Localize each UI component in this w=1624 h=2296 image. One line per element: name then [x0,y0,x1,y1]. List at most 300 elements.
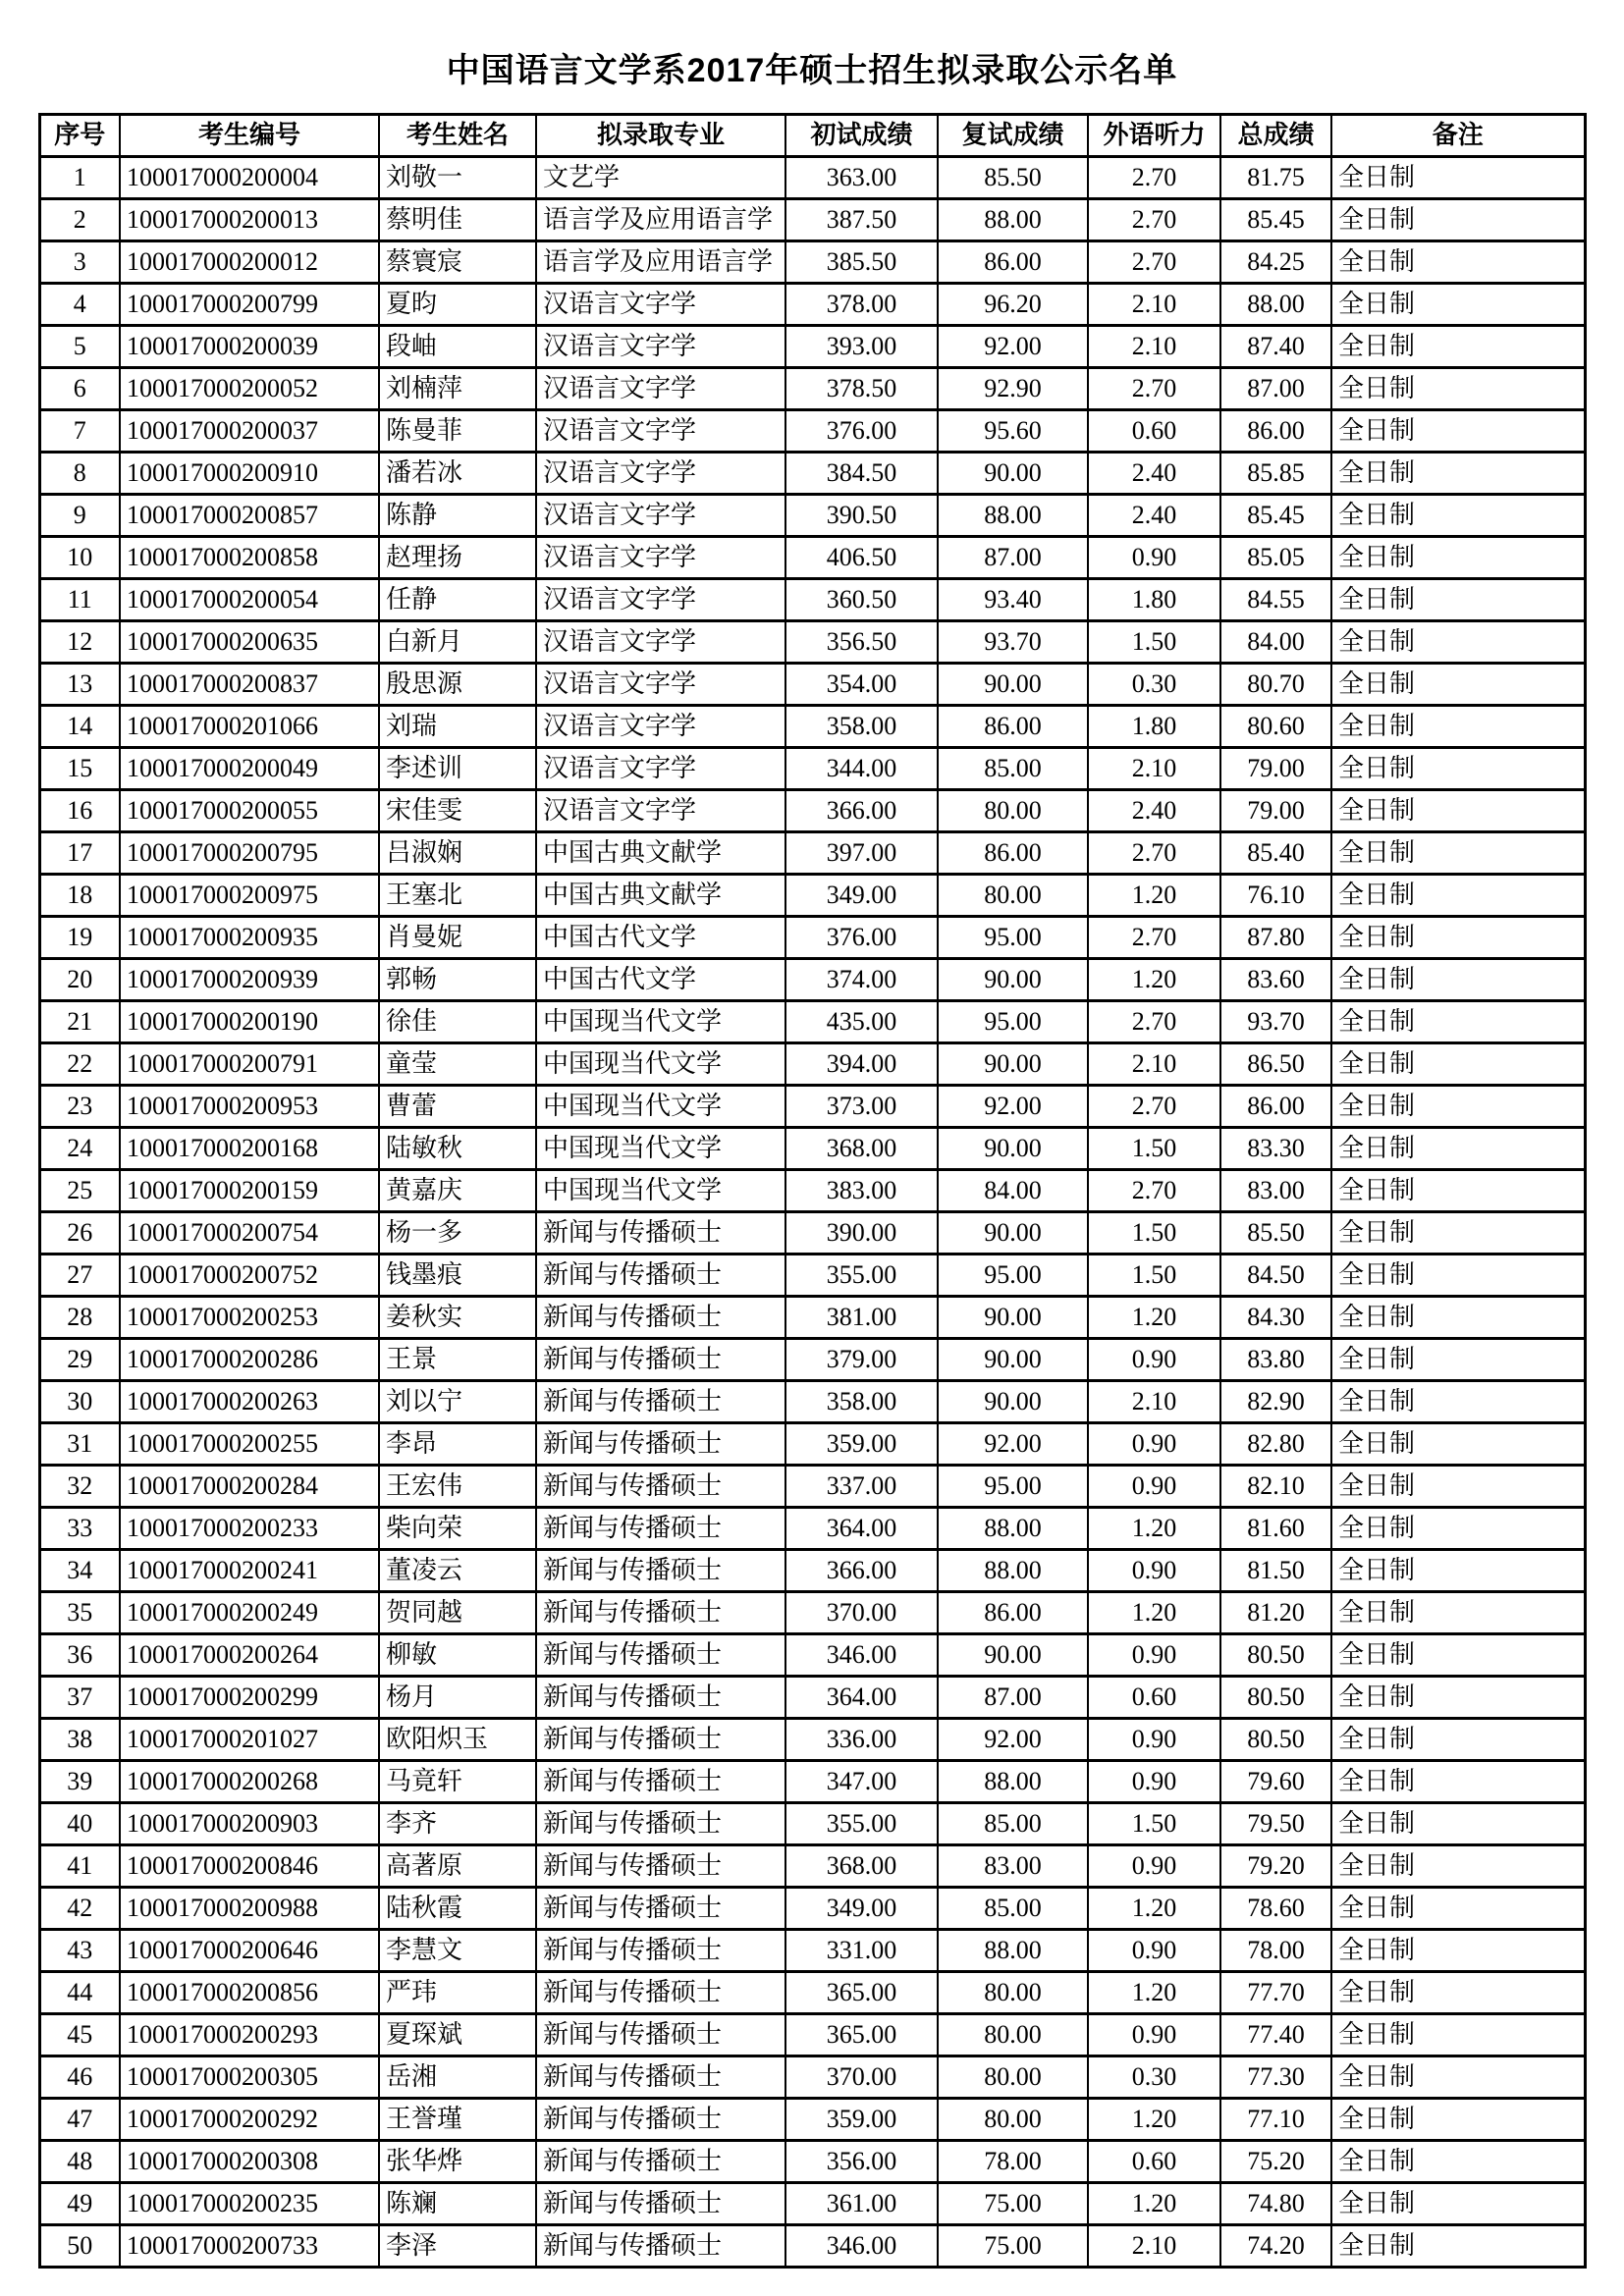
cell-candidate-id: 100017000200190 [120,1001,379,1043]
table-row [39,959,1585,1001]
cell-admission-major: 新闻与传播硕士 [536,1761,785,1803]
cell-retest-score: 90.00 [938,1634,1088,1677]
cell-initial-exam-score: 378.00 [785,284,938,326]
cell-candidate-name: 夏昀 [379,284,536,326]
cell-candidate-id: 100017000200284 [120,1466,379,1508]
cell-retest-score: 80.00 [938,875,1088,917]
cell-remark: 全日制 [1331,790,1585,832]
cell-index: 28 [39,1297,120,1339]
cell-remark: 全日制 [1331,2014,1585,2056]
cell-total-score: 84.55 [1220,579,1331,621]
cell-foreign-listening-score: 0.90 [1088,1719,1220,1761]
cell-retest-score: 85.50 [938,157,1088,199]
cell-total-score: 86.50 [1220,1043,1331,1086]
cell-initial-exam-score: 355.00 [785,1255,938,1297]
cell-remark: 全日制 [1331,1001,1585,1043]
cell-initial-exam-score: 349.00 [785,875,938,917]
cell-index: 7 [39,410,120,453]
cell-foreign-listening-score: 0.90 [1088,2014,1220,2056]
cell-candidate-name: 李齐 [379,1803,536,1845]
cell-total-score: 80.50 [1220,1677,1331,1719]
cell-foreign-listening-score: 1.20 [1088,1972,1220,2014]
cell-index: 43 [39,1930,120,1972]
cell-admission-major: 中国古代文学 [536,959,785,1001]
cell-candidate-name: 马竟轩 [379,1761,536,1803]
cell-foreign-listening-score: 1.20 [1088,1297,1220,1339]
cell-admission-major: 新闻与传播硕士 [536,2225,785,2268]
cell-initial-exam-score: 376.00 [785,917,938,959]
cell-remark: 全日制 [1331,1508,1585,1550]
cell-candidate-id: 100017000200975 [120,875,379,917]
table-row [39,2141,1585,2183]
cell-foreign-listening-score: 2.70 [1088,157,1220,199]
cell-candidate-name: 李述训 [379,748,536,790]
cell-index: 20 [39,959,120,1001]
cell-admission-major: 汉语言文字学 [536,495,785,537]
cell-admission-major: 中国现当代文学 [536,1001,785,1043]
cell-admission-major: 新闻与传播硕士 [536,1508,785,1550]
table-row [39,748,1585,790]
cell-initial-exam-score: 346.00 [785,1634,938,1677]
cell-initial-exam-score: 385.50 [785,241,938,284]
cell-initial-exam-score: 370.00 [785,1592,938,1634]
cell-candidate-id: 100017000200037 [120,410,379,453]
cell-retest-score: 80.00 [938,2099,1088,2141]
cell-candidate-name: 陈静 [379,495,536,537]
cell-total-score: 80.50 [1220,1634,1331,1677]
cell-foreign-listening-score: 0.90 [1088,1466,1220,1508]
cell-admission-major: 新闻与传播硕士 [536,1888,785,1930]
cell-candidate-name: 王塞北 [379,875,536,917]
cell-initial-exam-score: 331.00 [785,1930,938,1972]
cell-remark: 全日制 [1331,1297,1585,1339]
table-row [39,1423,1585,1466]
cell-remark: 全日制 [1331,326,1585,368]
cell-remark: 全日制 [1331,368,1585,410]
cell-candidate-name: 曹蕾 [379,1086,536,1128]
cell-candidate-name: 高著原 [379,1845,536,1888]
cell-candidate-id: 100017000200052 [120,368,379,410]
cell-index: 13 [39,664,120,706]
cell-retest-score: 78.00 [938,2141,1088,2183]
cell-remark: 全日制 [1331,1930,1585,1972]
cell-admission-major: 汉语言文字学 [536,410,785,453]
cell-admission-major: 新闻与传播硕士 [536,2014,785,2056]
cell-remark: 全日制 [1331,2056,1585,2099]
cell-candidate-id: 100017000200857 [120,495,379,537]
table-row [39,1170,1585,1212]
cell-admission-major: 汉语言文字学 [536,664,785,706]
cell-foreign-listening-score: 2.10 [1088,1381,1220,1423]
cell-candidate-name: 刘以宁 [379,1381,536,1423]
cell-total-score: 87.00 [1220,368,1331,410]
cell-candidate-id: 100017000200635 [120,621,379,664]
cell-foreign-listening-score: 0.30 [1088,2056,1220,2099]
cell-total-score: 83.00 [1220,1170,1331,1212]
cell-foreign-listening-score: 0.60 [1088,410,1220,453]
cell-foreign-listening-score: 2.40 [1088,495,1220,537]
cell-index: 2 [39,199,120,241]
cell-remark: 全日制 [1331,1043,1585,1086]
table-row [39,2056,1585,2099]
table-row [39,284,1585,326]
cell-remark: 全日制 [1331,241,1585,284]
cell-total-score: 81.50 [1220,1550,1331,1592]
cell-total-score: 83.60 [1220,959,1331,1001]
cell-admission-major: 新闻与传播硕士 [536,1339,785,1381]
table-row [39,1297,1585,1339]
cell-index: 19 [39,917,120,959]
cell-admission-major: 汉语言文字学 [536,706,785,748]
cell-retest-score: 80.00 [938,1972,1088,2014]
cell-index: 37 [39,1677,120,1719]
cell-candidate-name: 王誉瑾 [379,2099,536,2141]
cell-total-score: 81.60 [1220,1508,1331,1550]
cell-remark: 全日制 [1331,410,1585,453]
cell-candidate-name: 吕淑娴 [379,832,536,875]
cell-initial-exam-score: 346.00 [785,2225,938,2268]
cell-admission-major: 中国古典文献学 [536,875,785,917]
cell-initial-exam-score: 347.00 [785,1761,938,1803]
cell-admission-major: 汉语言文字学 [536,748,785,790]
cell-admission-major: 新闻与传播硕士 [536,1212,785,1255]
cell-total-score: 83.30 [1220,1128,1331,1170]
cell-initial-exam-score: 366.00 [785,790,938,832]
cell-foreign-listening-score: 2.10 [1088,748,1220,790]
cell-initial-exam-score: 364.00 [785,1508,938,1550]
cell-index: 29 [39,1339,120,1381]
table-row [39,1719,1585,1761]
cell-retest-score: 80.00 [938,2014,1088,2056]
cell-candidate-name: 陆秋霞 [379,1888,536,1930]
cell-candidate-id: 100017000200054 [120,579,379,621]
cell-foreign-listening-score: 1.20 [1088,1592,1220,1634]
cell-candidate-id: 100017000200935 [120,917,379,959]
cell-foreign-listening-score: 2.10 [1088,284,1220,326]
cell-remark: 全日制 [1331,199,1585,241]
cell-index: 38 [39,1719,120,1761]
table-row [39,917,1585,959]
cell-index: 3 [39,241,120,284]
cell-total-score: 86.00 [1220,1086,1331,1128]
cell-index: 26 [39,1212,120,1255]
cell-remark: 全日制 [1331,1128,1585,1170]
cell-retest-score: 75.00 [938,2225,1088,2268]
cell-foreign-listening-score: 1.20 [1088,2099,1220,2141]
cell-retest-score: 92.90 [938,368,1088,410]
cell-total-score: 77.40 [1220,2014,1331,2056]
cell-candidate-name: 董凌云 [379,1550,536,1592]
cell-admission-major: 汉语言文字学 [536,453,785,495]
cell-retest-score: 88.00 [938,199,1088,241]
cell-candidate-id: 100017000200004 [120,157,379,199]
cell-retest-score: 90.00 [938,1043,1088,1086]
cell-candidate-name: 李慧文 [379,1930,536,1972]
table-row [39,1930,1585,1972]
table-row [39,1212,1585,1255]
cell-index: 6 [39,368,120,410]
cell-remark: 全日制 [1331,1381,1585,1423]
header-retest-score: 复试成绩 [938,115,1088,157]
table-row [39,1845,1585,1888]
cell-candidate-id: 100017000200754 [120,1212,379,1255]
cell-remark: 全日制 [1331,664,1585,706]
cell-foreign-listening-score: 1.20 [1088,1508,1220,1550]
cell-candidate-id: 100017000200903 [120,1803,379,1845]
cell-initial-exam-score: 373.00 [785,1086,938,1128]
cell-candidate-id: 100017000200159 [120,1170,379,1212]
cell-candidate-name: 赵理扬 [379,537,536,579]
cell-remark: 全日制 [1331,1761,1585,1803]
cell-candidate-name: 柳敏 [379,1634,536,1677]
page-title: 中国语言文学系2017年硕士招生拟录取公示名单 [446,52,1178,89]
table-row [39,1043,1585,1086]
cell-foreign-listening-score: 1.50 [1088,621,1220,664]
cell-admission-major: 汉语言文字学 [536,368,785,410]
cell-index: 25 [39,1170,120,1212]
cell-foreign-listening-score: 1.50 [1088,1803,1220,1845]
cell-candidate-name: 潘若冰 [379,453,536,495]
cell-initial-exam-score: 360.50 [785,579,938,621]
cell-candidate-name: 王景 [379,1339,536,1381]
cell-initial-exam-score: 354.00 [785,664,938,706]
cell-retest-score: 88.00 [938,1761,1088,1803]
cell-admission-major: 新闻与传播硕士 [536,1381,785,1423]
cell-initial-exam-score: 344.00 [785,748,938,790]
cell-remark: 全日制 [1331,1677,1585,1719]
cell-foreign-listening-score: 0.90 [1088,1339,1220,1381]
cell-total-score: 80.70 [1220,664,1331,706]
cell-initial-exam-score: 435.00 [785,1001,938,1043]
cell-foreign-listening-score: 1.80 [1088,579,1220,621]
table-row [39,1972,1585,2014]
cell-candidate-name: 刘楠萍 [379,368,536,410]
cell-remark: 全日制 [1331,959,1585,1001]
table-row [39,875,1585,917]
table-row [39,832,1585,875]
cell-retest-score: 88.00 [938,1550,1088,1592]
cell-retest-score: 92.00 [938,1086,1088,1128]
cell-remark: 全日制 [1331,1466,1585,1508]
cell-index: 39 [39,1761,120,1803]
header-foreign-listening-score: 外语听力 [1088,115,1220,157]
cell-initial-exam-score: 355.00 [785,1803,938,1845]
cell-candidate-id: 100017000200293 [120,2014,379,2056]
cell-foreign-listening-score: 2.10 [1088,2225,1220,2268]
cell-retest-score: 90.00 [938,664,1088,706]
cell-total-score: 77.10 [1220,2099,1331,2141]
admission-roster-table [38,113,1587,2269]
cell-candidate-name: 姜秋实 [379,1297,536,1339]
cell-admission-major: 新闻与传播硕士 [536,1677,785,1719]
cell-candidate-id: 100017000200055 [120,790,379,832]
cell-foreign-listening-score: 2.70 [1088,1170,1220,1212]
cell-retest-score: 88.00 [938,1930,1088,1972]
table-row [39,2099,1585,2141]
cell-admission-major: 汉语言文字学 [536,326,785,368]
cell-index: 48 [39,2141,120,2183]
table-row [39,790,1585,832]
cell-candidate-id: 100017000200799 [120,284,379,326]
cell-candidate-name: 陈曼菲 [379,410,536,453]
cell-foreign-listening-score: 2.70 [1088,917,1220,959]
cell-admission-major: 新闻与传播硕士 [536,1634,785,1677]
cell-admission-major: 新闻与传播硕士 [536,2099,785,2141]
cell-initial-exam-score: 378.50 [785,368,938,410]
table-row [39,2183,1585,2225]
cell-foreign-listening-score: 0.90 [1088,537,1220,579]
cell-candidate-name: 段岫 [379,326,536,368]
header-total-score: 总成绩 [1220,115,1331,157]
cell-remark: 全日制 [1331,2141,1585,2183]
cell-retest-score: 90.00 [938,1297,1088,1339]
cell-total-score: 84.25 [1220,241,1331,284]
cell-total-score: 81.75 [1220,157,1331,199]
cell-candidate-id: 100017000200752 [120,1255,379,1297]
cell-candidate-name: 宋佳雯 [379,790,536,832]
cell-initial-exam-score: 379.00 [785,1339,938,1381]
cell-foreign-listening-score: 2.70 [1088,1086,1220,1128]
cell-index: 11 [39,579,120,621]
cell-retest-score: 92.00 [938,326,1088,368]
cell-candidate-name: 李昂 [379,1423,536,1466]
cell-retest-score: 85.00 [938,1888,1088,1930]
cell-index: 49 [39,2183,120,2225]
cell-remark: 全日制 [1331,1634,1585,1677]
table-row [39,1677,1585,1719]
table-header [39,115,1585,157]
cell-initial-exam-score: 336.00 [785,1719,938,1761]
cell-admission-major: 中国现当代文学 [536,1128,785,1170]
cell-initial-exam-score: 394.00 [785,1043,938,1086]
table-row [39,2014,1585,2056]
cell-initial-exam-score: 356.00 [785,2141,938,2183]
cell-retest-score: 90.00 [938,1128,1088,1170]
cell-candidate-name: 陈斓 [379,2183,536,2225]
cell-candidate-name: 夏琛斌 [379,2014,536,2056]
cell-candidate-id: 100017000200856 [120,1972,379,2014]
cell-index: 17 [39,832,120,875]
cell-remark: 全日制 [1331,2225,1585,2268]
cell-candidate-name: 杨月 [379,1677,536,1719]
cell-remark: 全日制 [1331,2099,1585,2141]
cell-retest-score: 87.00 [938,1677,1088,1719]
cell-index: 23 [39,1086,120,1128]
cell-remark: 全日制 [1331,1592,1585,1634]
cell-index: 14 [39,706,120,748]
cell-foreign-listening-score: 1.20 [1088,2183,1220,2225]
cell-foreign-listening-score: 0.90 [1088,1930,1220,1972]
table-row [39,2225,1585,2268]
cell-foreign-listening-score: 1.50 [1088,1255,1220,1297]
cell-retest-score: 88.00 [938,1508,1088,1550]
table-row [39,1339,1585,1381]
cell-candidate-name: 李泽 [379,2225,536,2268]
cell-admission-major: 新闻与传播硕士 [536,1423,785,1466]
cell-remark: 全日制 [1331,453,1585,495]
table-row [39,1508,1585,1550]
cell-total-score: 85.45 [1220,495,1331,537]
cell-initial-exam-score: 384.50 [785,453,938,495]
cell-candidate-id: 100017000200235 [120,2183,379,2225]
table-row [39,326,1585,368]
cell-remark: 全日制 [1331,621,1585,664]
cell-admission-major: 中国古代文学 [536,917,785,959]
table-row [39,621,1585,664]
cell-admission-major: 新闻与传播硕士 [536,1845,785,1888]
table-row [39,1001,1585,1043]
cell-candidate-id: 100017000200249 [120,1592,379,1634]
cell-retest-score: 92.00 [938,1423,1088,1466]
cell-candidate-id: 100017000200910 [120,453,379,495]
cell-total-score: 86.00 [1220,410,1331,453]
cell-index: 4 [39,284,120,326]
cell-retest-score: 85.00 [938,748,1088,790]
cell-retest-score: 93.70 [938,621,1088,664]
cell-index: 27 [39,1255,120,1297]
table-row [39,157,1585,199]
cell-admission-major: 新闻与传播硕士 [536,1592,785,1634]
cell-admission-major: 新闻与传播硕士 [536,2141,785,2183]
cell-retest-score: 83.00 [938,1845,1088,1888]
table-row [39,537,1585,579]
cell-total-score: 85.85 [1220,453,1331,495]
cell-index: 22 [39,1043,120,1086]
cell-foreign-listening-score: 2.70 [1088,832,1220,875]
cell-candidate-id: 100017000200299 [120,1677,379,1719]
cell-candidate-name: 郭畅 [379,959,536,1001]
table-row [39,706,1585,748]
cell-index: 18 [39,875,120,917]
cell-foreign-listening-score: 2.70 [1088,1001,1220,1043]
cell-initial-exam-score: 383.00 [785,1170,938,1212]
cell-index: 44 [39,1972,120,2014]
cell-index: 36 [39,1634,120,1677]
cell-candidate-id: 100017000200013 [120,199,379,241]
cell-foreign-listening-score: 1.50 [1088,1128,1220,1170]
cell-candidate-id: 100017000200168 [120,1128,379,1170]
header-candidate-id: 考生编号 [120,115,379,157]
cell-index: 1 [39,157,120,199]
table-row [39,453,1585,495]
cell-foreign-listening-score: 0.90 [1088,1761,1220,1803]
cell-admission-major: 汉语言文字学 [536,579,785,621]
cell-index: 24 [39,1128,120,1170]
cell-initial-exam-score: 365.00 [785,2014,938,2056]
cell-initial-exam-score: 393.00 [785,326,938,368]
cell-initial-exam-score: 363.00 [785,157,938,199]
cell-initial-exam-score: 376.00 [785,410,938,453]
table-row [39,410,1585,453]
cell-admission-major: 新闻与传播硕士 [536,1972,785,2014]
cell-remark: 全日制 [1331,157,1585,199]
cell-retest-score: 95.00 [938,1466,1088,1508]
cell-initial-exam-score: 365.00 [785,1972,938,2014]
cell-initial-exam-score: 368.00 [785,1128,938,1170]
cell-foreign-listening-score: 2.40 [1088,453,1220,495]
cell-total-score: 79.00 [1220,790,1331,832]
cell-initial-exam-score: 359.00 [785,2099,938,2141]
cell-candidate-id: 100017000200846 [120,1845,379,1888]
cell-total-score: 84.30 [1220,1297,1331,1339]
cell-candidate-id: 100017000200795 [120,832,379,875]
cell-initial-exam-score: 374.00 [785,959,938,1001]
table-row [39,1634,1585,1677]
cell-remark: 全日制 [1331,832,1585,875]
cell-retest-score: 93.40 [938,579,1088,621]
cell-index: 9 [39,495,120,537]
cell-candidate-name: 刘敬一 [379,157,536,199]
